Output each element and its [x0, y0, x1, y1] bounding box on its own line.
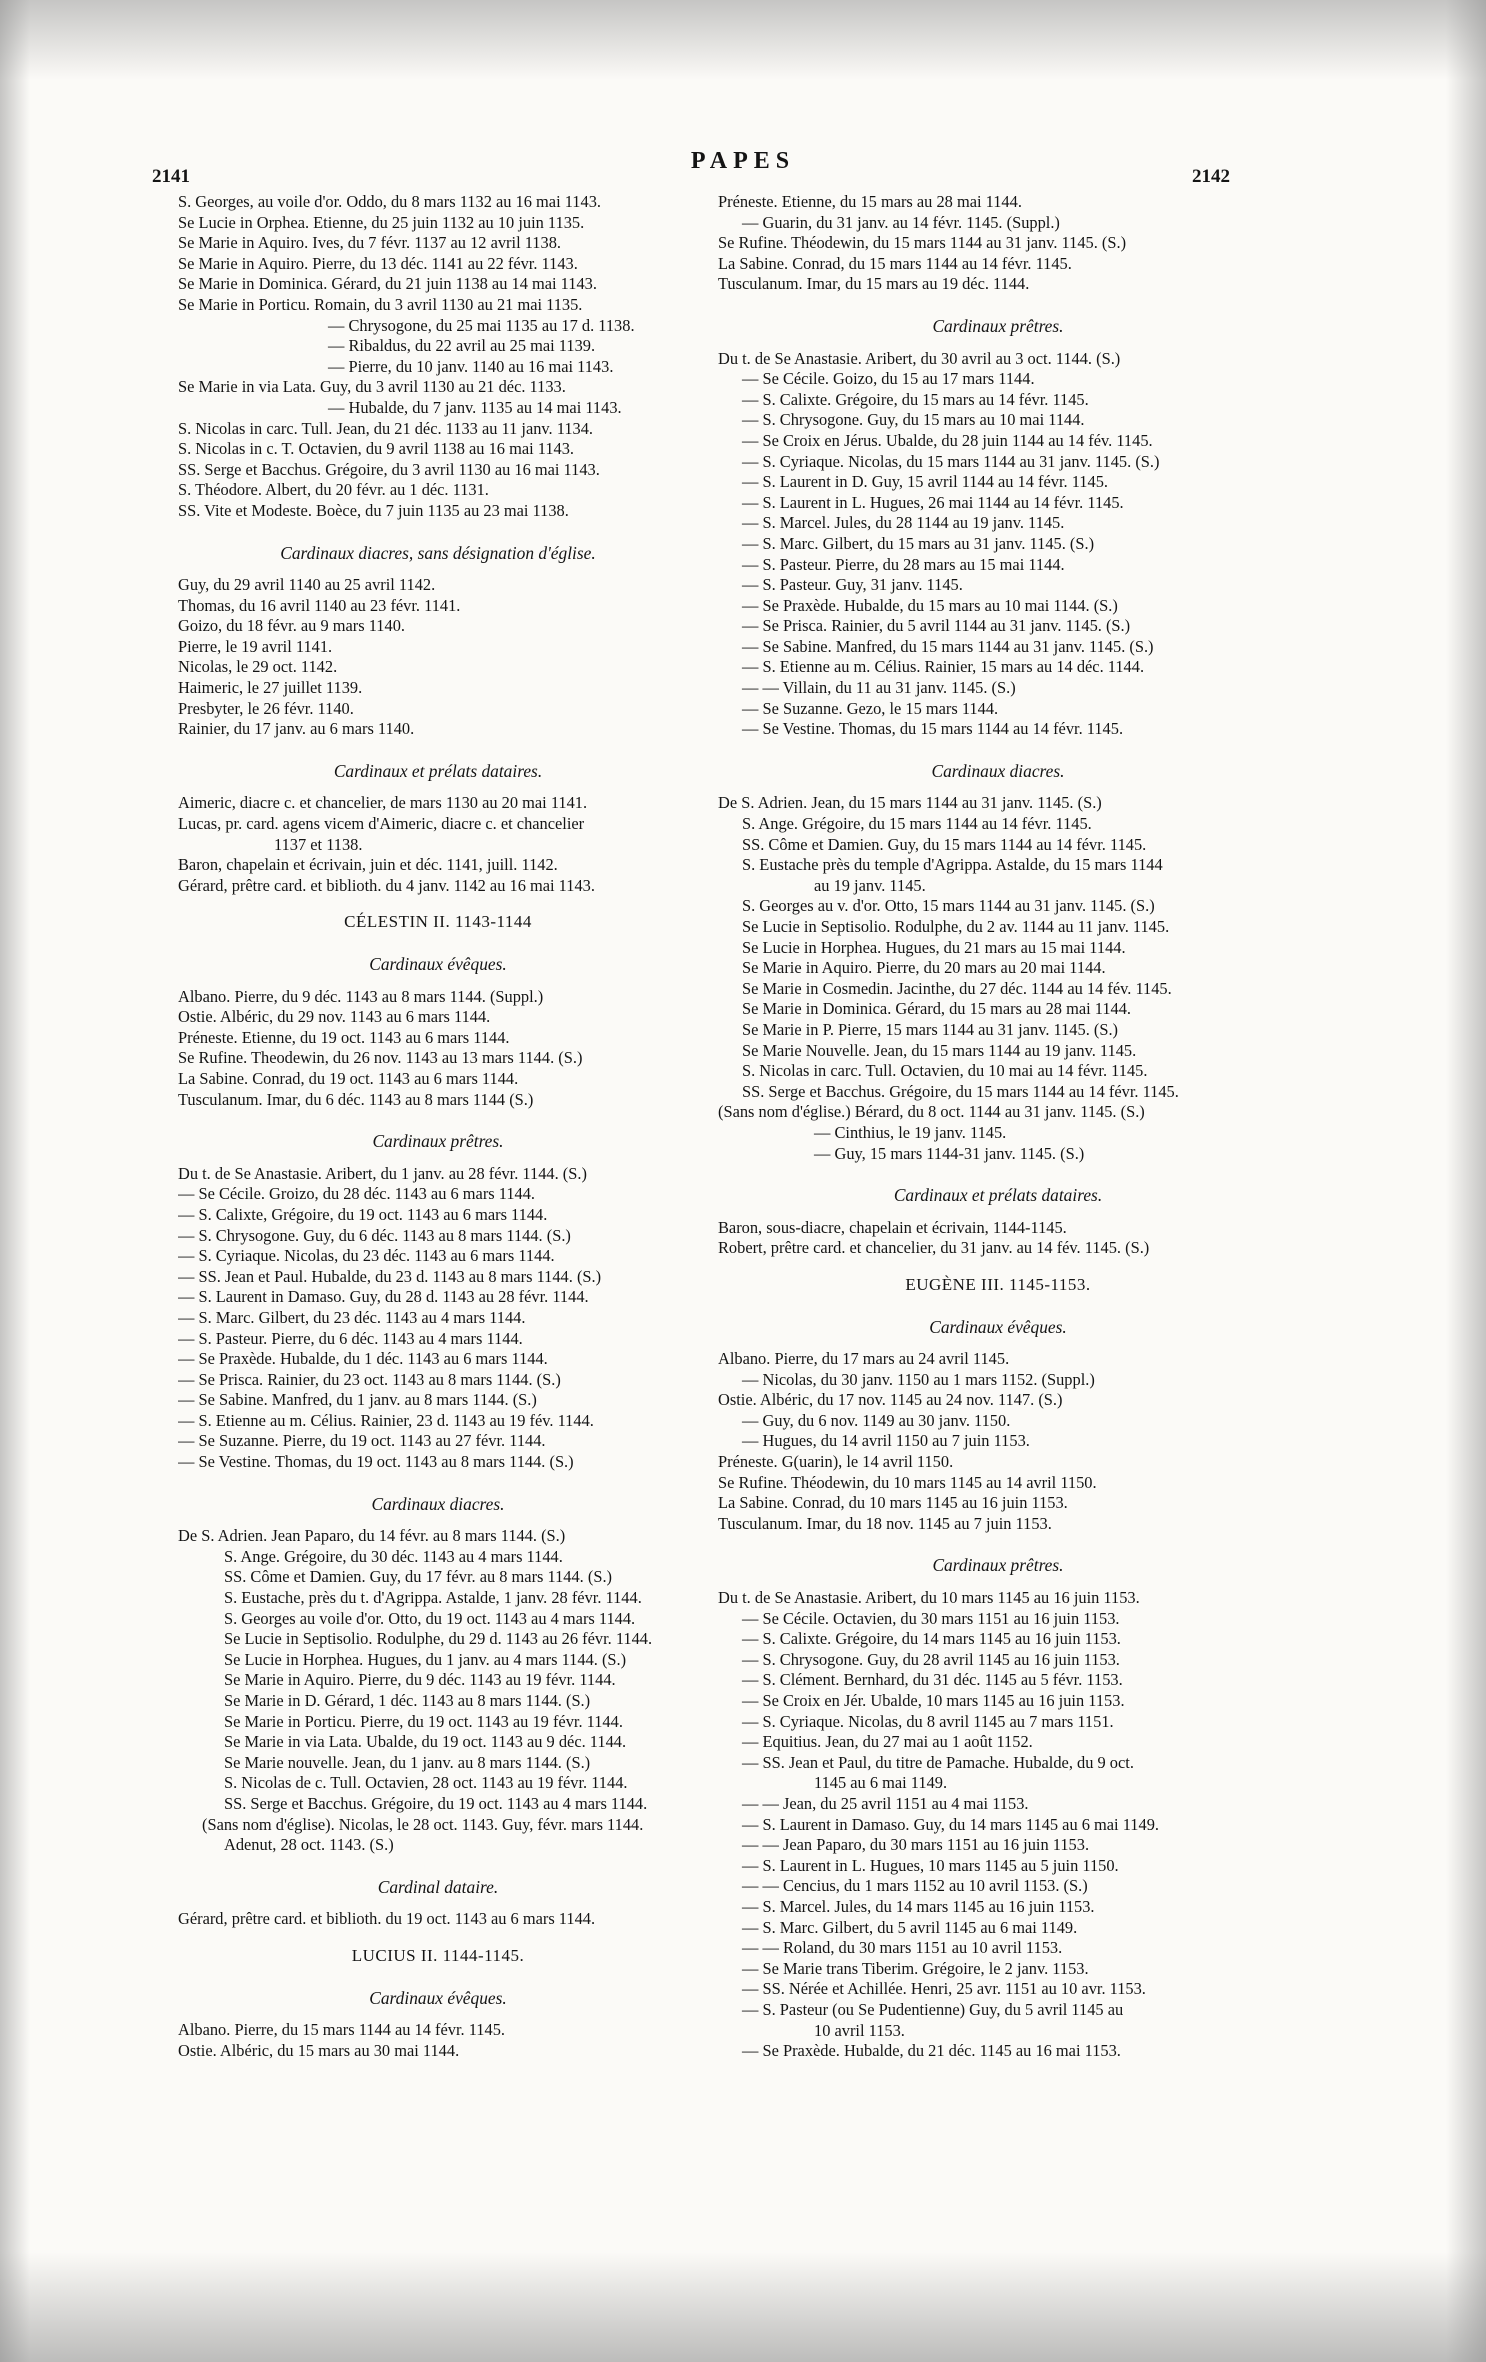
entry-continuation: — Guy, 15 mars 1144-31 janv. 1145. (S.): [814, 1143, 1085, 1163]
entry-line: Du t. de Se Anastasie. Aribert, du 1 janv. au 28 févr. 1144. (S.): [178, 1163, 587, 1183]
entry-line: — Equitius. Jean, du 27 mai au 1 août 1152.: [742, 1732, 1033, 1752]
entry-line: — Nicolas, du 30 janv. 1150 au 1 mars 1152. (Suppl.): [742, 1369, 1095, 1389]
entry-line: Se Rufine. Théodewin, du 15 mars 1144 au 31 janv. 1145. (S.): [718, 233, 1127, 253]
entry-line: — Se Croix en Jér. Ubalde, 10 mars 1145 au 16 juin 1153.: [742, 1691, 1125, 1710]
pontificate-heading: LUCIUS II. 1144-1145.: [351, 1945, 525, 1965]
entry-line: — S. Calixte. Grégoire, du 15 mars au 14 févr. 1145.: [742, 389, 1089, 409]
section-heading: Cardinaux prêtres.: [932, 1555, 1064, 1576]
right-column: [718, 192, 1278, 2062]
entry-line: Tusculanum. Imar, du 18 nov. 1145 au 7 juin 1153.: [718, 1513, 1052, 1533]
entry-line: — S. Pasteur (ou Se Pudentienne) Guy, du 5 avril 1145 au: [742, 1999, 1124, 2019]
entry-line: Ostie. Albéric, du 29 nov. 1143 au 6 mars 1144.: [178, 1007, 491, 1027]
entry-line: Se Marie in D. Gérard, 1 déc. 1143 au 8 mars 1144. (S.): [224, 1691, 591, 1710]
scan-shadow-top: [0, 0, 1486, 80]
entry-line: La Sabine. Conrad, du 19 oct. 1143 au 6 mars 1144.: [178, 1068, 519, 1088]
entry-line: Se Lucie in Orphea. Etienne, du 25 juin 1132 au 10 juin 1135.: [178, 212, 585, 232]
entry-line: La Sabine. Conrad, du 10 mars 1145 au 16 juin 1153.: [718, 1493, 1068, 1513]
entry-line: Se Marie in Porticu. Pierre, du 19 oct. 1143 au 19 févr. 1144.: [224, 1711, 623, 1731]
entry-line: S. Georges au voile d'or. Otto, du 19 oct. 1143 au 4 mars 1144.: [224, 1608, 636, 1628]
entry-line: Se Marie in Aquiro. Pierre, du 9 déc. 1143 au 19 févr. 1144.: [224, 1670, 616, 1690]
entry-line: SS. Côme et Damien. Guy, du 17 févr. au 8 mars 1144. (S.): [224, 1567, 613, 1587]
entry-line: Se Marie in Dominica. Gérard, du 21 juin 1138 au 14 mai 1143.: [178, 274, 597, 294]
entry-line: S. Eustache près du temple d'Agrippa. Astalde, du 15 mars 1144: [742, 855, 1163, 875]
entry-line: — S. Marc. Gilbert, du 23 déc. 1143 au 4 mars 1144.: [178, 1307, 526, 1327]
entry-line: — Guarin, du 31 janv. au 14 févr. 1145. (Suppl.): [742, 212, 1060, 232]
entry-line: — S. Pasteur. Pierre, du 28 mars au 15 mai 1144.: [742, 554, 1065, 574]
entry-line: — Se Praxède. Hubalde, du 21 déc. 1145 au 16 mai 1153.: [742, 2041, 1121, 2061]
entry-line: — Se Suzanne. Pierre, du 19 oct. 1143 au 27 févr. 1144.: [178, 1431, 546, 1451]
entry-line: — SS. Jean et Paul, du titre de Pamache. Hubalde, du 9 oct.: [742, 1752, 1134, 1772]
section-heading: Cardinaux évêques.: [369, 954, 507, 974]
entry-line: Goizo, du 18 févr. au 9 mars 1140.: [178, 616, 405, 636]
section-heading: Cardinaux diacres.: [371, 1493, 505, 1514]
pontificate-heading: EUGÈNE III. 1145-1153.: [905, 1274, 1091, 1294]
entry-line: Baron, sous-diacre, chapelain et écrivain, 1144-1145.: [718, 1217, 1067, 1237]
entry-line: Baron, chapelain et écrivain, juin et déc. 1141, juill. 1142.: [178, 855, 558, 875]
scan-shadow-left: [0, 0, 30, 2362]
entry-line: Pierre, le 19 avril 1141.: [178, 636, 333, 656]
entry-line: — S. Laurent in L. Hugues, 26 mai 1144 au 14 févr. 1145.: [742, 492, 1124, 512]
entry-line: — S. Pasteur. Pierre, du 6 déc. 1143 au 4 mars 1144.: [178, 1328, 523, 1348]
entry-line: Gérard, prêtre card. et biblioth. du 4 janv. 1142 au 16 mai 1143.: [178, 875, 595, 895]
section-heading: Cardinaux prêtres.: [372, 1131, 504, 1152]
entry-line: Gérard, prêtre card. et biblioth. du 19 oct. 1143 au 6 mars 1144.: [178, 1909, 596, 1929]
entry-line: — S. Calixte, Grégoire, du 19 oct. 1143 au 6 mars 1144.: [178, 1204, 548, 1224]
entry-line: SS. Serge et Bacchus. Grégoire, du 15 mars 1144 au 14 févr. 1145.: [742, 1081, 1179, 1101]
entry-line: Se Marie Nouvelle. Jean, du 15 mars 1144 au 19 janv. 1145.: [742, 1040, 1137, 1060]
entry-line: — Se Praxède. Hubalde, du 15 mars au 10 mai 1144. (S.): [742, 595, 1118, 615]
entry-line: — S. Cyriaque. Nicolas, du 8 avril 1145 au 7 mars 1151.: [742, 1711, 1114, 1731]
entry-line: — Se Prisca. Rainier, du 5 avril 1144 au 31 janv. 1145. (S.): [742, 616, 1131, 636]
entry-line: Aimeric, diacre c. et chancelier, de mars 1130 au 20 mai 1141.: [178, 793, 588, 813]
entry-line: S. Théodore. Albert, du 20 févr. au 1 déc. 1131.: [178, 480, 489, 500]
entry-line: Du t. de Se Anastasie. Aribert, du 30 avril au 3 oct. 1144. (S.): [718, 348, 1121, 368]
entry-line: Albano. Pierre, du 17 mars au 24 avril 1145.: [718, 1349, 1010, 1369]
entry-line: S. Georges, au voile d'or. Oddo, du 8 mars 1132 au 16 mai 1143.: [178, 192, 601, 211]
entry-line: S. Nicolas in carc. Tull. Jean, du 21 déc. 1133 au 11 janv. 1134.: [178, 418, 594, 438]
section-heading: Cardinal dataire.: [377, 1876, 499, 1897]
entry-line: — Chrysogone, du 25 mai 1135 au 17 d. 1138.: [328, 315, 635, 335]
entry-line: Adenut, 28 oct. 1143. (S.): [224, 1835, 394, 1855]
entry-line: Préneste. Etienne, du 19 oct. 1143 au 6 mars 1144.: [178, 1027, 510, 1047]
entry-line: Se Marie nouvelle. Jean, du 1 janv. au 8 mars 1144. (S.): [224, 1752, 591, 1772]
entry-line: Se Marie in Porticu. Romain, du 3 avril 1130 au 21 mai 1135.: [178, 294, 583, 314]
entry-line: Se Marie in Dominica. Gérard, du 15 mars au 28 mai 1144.: [742, 999, 1132, 1019]
entry-line: — S. Marcel. Jules, du 28 1144 au 19 janv. 1145.: [742, 513, 1065, 533]
entry-line: — — Jean Paparo, du 30 mars 1151 au 16 juin 1153.: [742, 1835, 1090, 1855]
page-number-left: 2141: [152, 166, 190, 187]
entry-line: Préneste. Etienne, du 15 mars au 28 mai 1144.: [718, 192, 1022, 211]
entry-line: S. Nicolas in carc. Tull. Octavien, du 10 mai au 14 févr. 1145.: [742, 1061, 1148, 1081]
entry-line: — S. Cyriaque. Nicolas, du 23 déc. 1143 au 6 mars 1144.: [178, 1246, 555, 1266]
scan-shadow-right: [1446, 0, 1486, 2362]
entry-line: — Se Cécile. Octavien, du 30 mars 1151 au 16 juin 1153.: [742, 1608, 1120, 1628]
pontificate-heading: CÉLESTIN II. 1143-1144: [344, 912, 532, 932]
entry-line: — S. Marc. Gilbert, du 15 mars au 31 janv. 1145. (S.): [742, 533, 1095, 553]
entry-line: — Se Suzanne. Gezo, le 15 mars 1144.: [742, 698, 999, 718]
entry-line: — Hugues, du 14 avril 1150 au 7 juin 1153.: [742, 1431, 1030, 1451]
entry-line: S. Ange. Grégoire, du 30 déc. 1143 au 4 mars 1144.: [224, 1546, 563, 1566]
entry-line: S. Eustache, près du t. d'Agrippa. Astalde, 1 janv. 28 févr. 1144.: [224, 1588, 642, 1608]
entry-line: Se Rufine. Theodewin, du 26 nov. 1143 au 13 mars 1144. (S.): [178, 1048, 583, 1068]
entry-line: S. Nicolas de c. Tull. Octavien, 28 oct. 1143 au 19 févr. 1144.: [224, 1773, 628, 1793]
page-title: PAPES: [690, 148, 796, 174]
entry-line: — Se Vestine. Thomas, du 19 oct. 1143 au 8 mars 1144. (S.): [178, 1452, 574, 1472]
section-heading: Cardinaux et prélats dataires.: [333, 760, 543, 781]
entry-line: Se Marie in Aquiro. Pierre, du 13 déc. 1141 au 22 févr. 1143.: [178, 253, 578, 273]
entry-line: Nicolas, le 29 oct. 1142.: [178, 657, 338, 677]
section-heading: Cardinaux prêtres.: [932, 315, 1064, 336]
entry-line: Se Lucie in Horphea. Hugues, du 21 mars au 15 mai 1144.: [742, 937, 1126, 957]
entry-line: — S. Chrysogone. Guy, du 15 mars au 10 mai 1144.: [742, 410, 1085, 430]
entry-line: — Se Sabine. Manfred, du 1 janv. au 8 mars 1144. (S.): [178, 1390, 537, 1410]
entry-line: Se Marie in P. Pierre, 15 mars 1144 au 31 janv. 1145. (S.): [742, 1019, 1119, 1039]
entry-line: — Se Croix en Jérus. Ubalde, du 28 juin 1144 au 14 fév. 1145.: [742, 430, 1153, 450]
entry-continuation: au 19 janv. 1145.: [814, 875, 926, 895]
entry-line: — S. Laurent in L. Hugues, 10 mars 1145 au 5 juin 1150.: [742, 1855, 1119, 1875]
entry-line: (Sans nom d'église). Nicolas, le 28 oct. 1143. Guy, févr. mars 1144.: [202, 1814, 644, 1834]
running-header: [0, 148, 1486, 188]
entry-line: La Sabine. Conrad, du 15 mars 1144 au 14 févr. 1145.: [718, 253, 1072, 273]
entry-line: Tusculanum. Imar, du 6 déc. 1143 au 8 mars 1144 (S.): [178, 1089, 534, 1109]
entry-line: Guy, du 29 avril 1140 au 25 avril 1142.: [178, 575, 436, 595]
entry-line: Se Marie in Aquiro. Pierre, du 20 mars au 20 mai 1144.: [742, 958, 1106, 978]
entry-line: — Se Prisca. Rainier, du 23 oct. 1143 au 8 mars 1144. (S.): [178, 1369, 561, 1389]
entry-line: De S. Adrien. Jean Paparo, du 14 févr. au 8 mars 1144. (S.): [178, 1526, 566, 1546]
entry-continuation: — Cinthius, le 19 janv. 1145.: [814, 1122, 1007, 1142]
entry-line: (Sans nom d'église.) Bérard, du 8 oct. 1144 au 31 janv. 1145. (S.): [718, 1102, 1145, 1122]
page-number-right: 2142: [1192, 166, 1230, 187]
entry-line: — Se Vestine. Thomas, du 15 mars 1144 au 14 févr. 1145.: [742, 719, 1124, 739]
entry-line: — S. Laurent in Damaso. Guy, du 14 mars 1145 au 6 mai 1149.: [742, 1814, 1159, 1834]
entry-line: — SS. Jean et Paul. Hubalde, du 23 d. 1143 au 8 mars 1144. (S.): [178, 1266, 602, 1286]
entry-line: Albano. Pierre, du 9 déc. 1143 au 8 mars 1144. (Suppl.): [178, 986, 544, 1006]
entry-line: Rainier, du 17 janv. au 6 mars 1140.: [178, 719, 415, 739]
entry-continuation: 1145 au 6 mai 1149.: [814, 1773, 948, 1793]
entry-line: — Se Marie trans Tiberim. Grégoire, le 2 janv. 1153.: [742, 1958, 1089, 1978]
entry-line: — Pierre, du 10 janv. 1140 au 16 mai 1143.: [328, 356, 614, 376]
entry-line: — S. Laurent in D. Guy, 15 avril 1144 au 14 févr. 1145.: [742, 472, 1108, 492]
entry-line: — SS. Nérée et Achillée. Henri, 25 avr. 1151 au 10 avr. 1153.: [742, 1979, 1146, 1999]
section-heading: Cardinaux diacres, sans désignation d'église.: [280, 542, 596, 563]
entry-line: Se Marie in Cosmedin. Jacinthe, du 27 déc. 1144 au 14 fév. 1145.: [742, 978, 1172, 998]
entry-line: Se Marie in Aquiro. Ives, du 7 févr. 1137 au 12 avril 1138.: [178, 233, 561, 253]
entry-line: Albano. Pierre, du 15 mars 1144 au 14 févr. 1145.: [178, 2020, 505, 2040]
entry-line: — Hubalde, du 7 janv. 1135 au 14 mai 1143.: [328, 397, 622, 417]
entry-line: Lucas, pr. card. agens vicem d'Aimeric, diacre c. et chancelier: [178, 814, 585, 834]
entry-line: De S. Adrien. Jean, du 15 mars 1144 au 31 janv. 1145. (S.): [718, 793, 1102, 813]
entry-line: — — Cencius, du 1 mars 1152 au 10 avril 1153. (S.): [742, 1876, 1088, 1896]
entry-line: Presbyter, le 26 févr. 1140.: [178, 698, 354, 718]
section-heading: Cardinaux évêques.: [929, 1316, 1067, 1337]
scan-shadow-bottom: [0, 2252, 1486, 2362]
entry-line: Se Marie in via Lata. Ubalde, du 19 oct. 1143 au 9 déc. 1144.: [224, 1732, 627, 1752]
entry-continuation: 1137 et 1138.: [274, 834, 363, 854]
entry-line: Ostie. Albéric, du 15 mars au 30 mai 1144.: [178, 2040, 460, 2060]
entry-line: — S. Chrysogone. Guy, du 6 déc. 1143 au 8 mars 1144. (S.): [178, 1225, 571, 1245]
entry-line: Préneste. G(uarin), le 14 avril 1150.: [718, 1452, 954, 1472]
entry-line: — — Jean, du 25 avril 1151 au 4 mai 1153.: [742, 1793, 1029, 1813]
entry-line: — S. Marcel. Jules, du 14 mars 1145 au 16 juin 1153.: [742, 1896, 1095, 1916]
entry-line: — S. Cyriaque. Nicolas, du 15 mars 1144 au 31 janv. 1145. (S.): [742, 451, 1160, 471]
entry-line: Tusculanum. Imar, du 15 mars au 19 déc. 1144.: [718, 274, 1030, 294]
entry-line: — S. Chrysogone. Guy, du 28 avril 1145 au 16 juin 1153.: [742, 1649, 1120, 1669]
entry-line: Ostie. Albéric, du 17 nov. 1145 au 24 nov. 1147. (S.): [718, 1390, 1063, 1410]
entry-line: — S. Calixte. Grégoire, du 14 mars 1145 au 16 juin 1153.: [742, 1629, 1121, 1649]
entry-line: — S. Laurent in Damaso. Guy, du 28 d. 1143 au 28 févr. 1144.: [178, 1287, 589, 1307]
entry-line: — Se Cécile. Goizo, du 15 au 17 mars 1144.: [742, 369, 1035, 389]
section-heading: Cardinaux diacres.: [931, 760, 1065, 781]
entry-line: S. Georges au v. d'or. Otto, 15 mars 1144 au 31 janv. 1145. (S.): [742, 896, 1155, 916]
entry-line: — S. Clément. Bernhard, du 31 déc. 1145 au 5 févr. 1153.: [742, 1670, 1123, 1690]
entry-line: — S. Etienne au m. Célius. Rainier, 15 mars au 14 déc. 1144.: [742, 657, 1145, 677]
entry-line: S. Nicolas in c. T. Octavien, du 9 avril 1138 au 16 mai 1143.: [178, 439, 575, 459]
entry-line: — Se Cécile. Groizo, du 28 déc. 1143 au 6 mars 1144.: [178, 1184, 536, 1204]
entry-line: SS. Serge et Bacchus. Grégoire, du 19 oct. 1143 au 4 mars 1144.: [224, 1793, 648, 1813]
entry-line: Du t. de Se Anastasie. Aribert, du 10 mars 1145 au 16 juin 1153.: [718, 1588, 1140, 1608]
entry-line: — S. Marc. Gilbert, du 5 avril 1145 au 6 mai 1149.: [742, 1917, 1078, 1937]
left-column: [178, 192, 698, 2061]
entry-line: SS. Côme et Damien. Guy, du 15 mars 1144 au 14 févr. 1145.: [742, 834, 1147, 854]
entry-line: Se Marie in via Lata. Guy, du 3 avril 1130 au 21 déc. 1133.: [178, 377, 566, 397]
section-heading: Cardinaux évêques.: [369, 1987, 507, 2008]
entry-line: Se Lucie in Septisolio. Rodulphe, du 2 av. 1144 au 11 janv. 1145.: [742, 917, 1170, 936]
entry-line: — S. Pasteur. Guy, 31 janv. 1145.: [742, 575, 963, 595]
entry-line: Haimeric, le 27 juillet 1139.: [178, 678, 363, 698]
entry-line: — Se Sabine. Manfred, du 15 mars 1144 au 31 janv. 1145. (S.): [742, 636, 1154, 656]
entry-line: Robert, prêtre card. et chancelier, du 31 janv. au 14 fév. 1145. (S.): [718, 1238, 1150, 1258]
entry-line: SS. Vite et Modeste. Boèce, du 7 juin 1135 au 23 mai 1138.: [178, 500, 569, 520]
entry-line: Thomas, du 16 avril 1140 au 23 févr. 1141.: [178, 595, 461, 615]
entry-line: Se Lucie in Horphea. Hugues, du 1 janv. au 4 mars 1144. (S.): [224, 1649, 627, 1669]
entry-line: Se Lucie in Septisolio. Rodulphe, du 29 d. 1143 au 26 févr. 1144.: [224, 1629, 653, 1649]
entry-line: SS. Serge et Bacchus. Grégoire, du 3 avril 1130 au 16 mai 1143.: [178, 459, 600, 479]
entry-line: — Guy, du 6 nov. 1149 au 30 janv. 1150.: [742, 1410, 1011, 1430]
entry-line: — — Villain, du 11 au 31 janv. 1145. (S.): [742, 678, 1016, 698]
entry-line: — — Roland, du 30 mars 1151 au 10 avril 1153.: [742, 1938, 1063, 1958]
entry-continuation: 10 avril 1153.: [814, 2020, 905, 2040]
entry-line: — Ribaldus, du 22 avril au 25 mai 1139.: [328, 336, 596, 356]
section-heading: Cardinaux et prélats dataires.: [893, 1185, 1103, 1206]
entry-line: — S. Etienne au m. Célius. Rainier, 23 d. 1143 au 19 fév. 1144.: [178, 1410, 594, 1430]
entry-line: Se Rufine. Théodewin, du 10 mars 1145 au 14 avril 1150.: [718, 1472, 1097, 1492]
entry-line: S. Ange. Grégoire, du 15 mars 1144 au 14 févr. 1145.: [742, 814, 1092, 834]
entry-line: — Se Praxède. Hubalde, du 1 déc. 1143 au 6 mars 1144.: [178, 1349, 548, 1369]
